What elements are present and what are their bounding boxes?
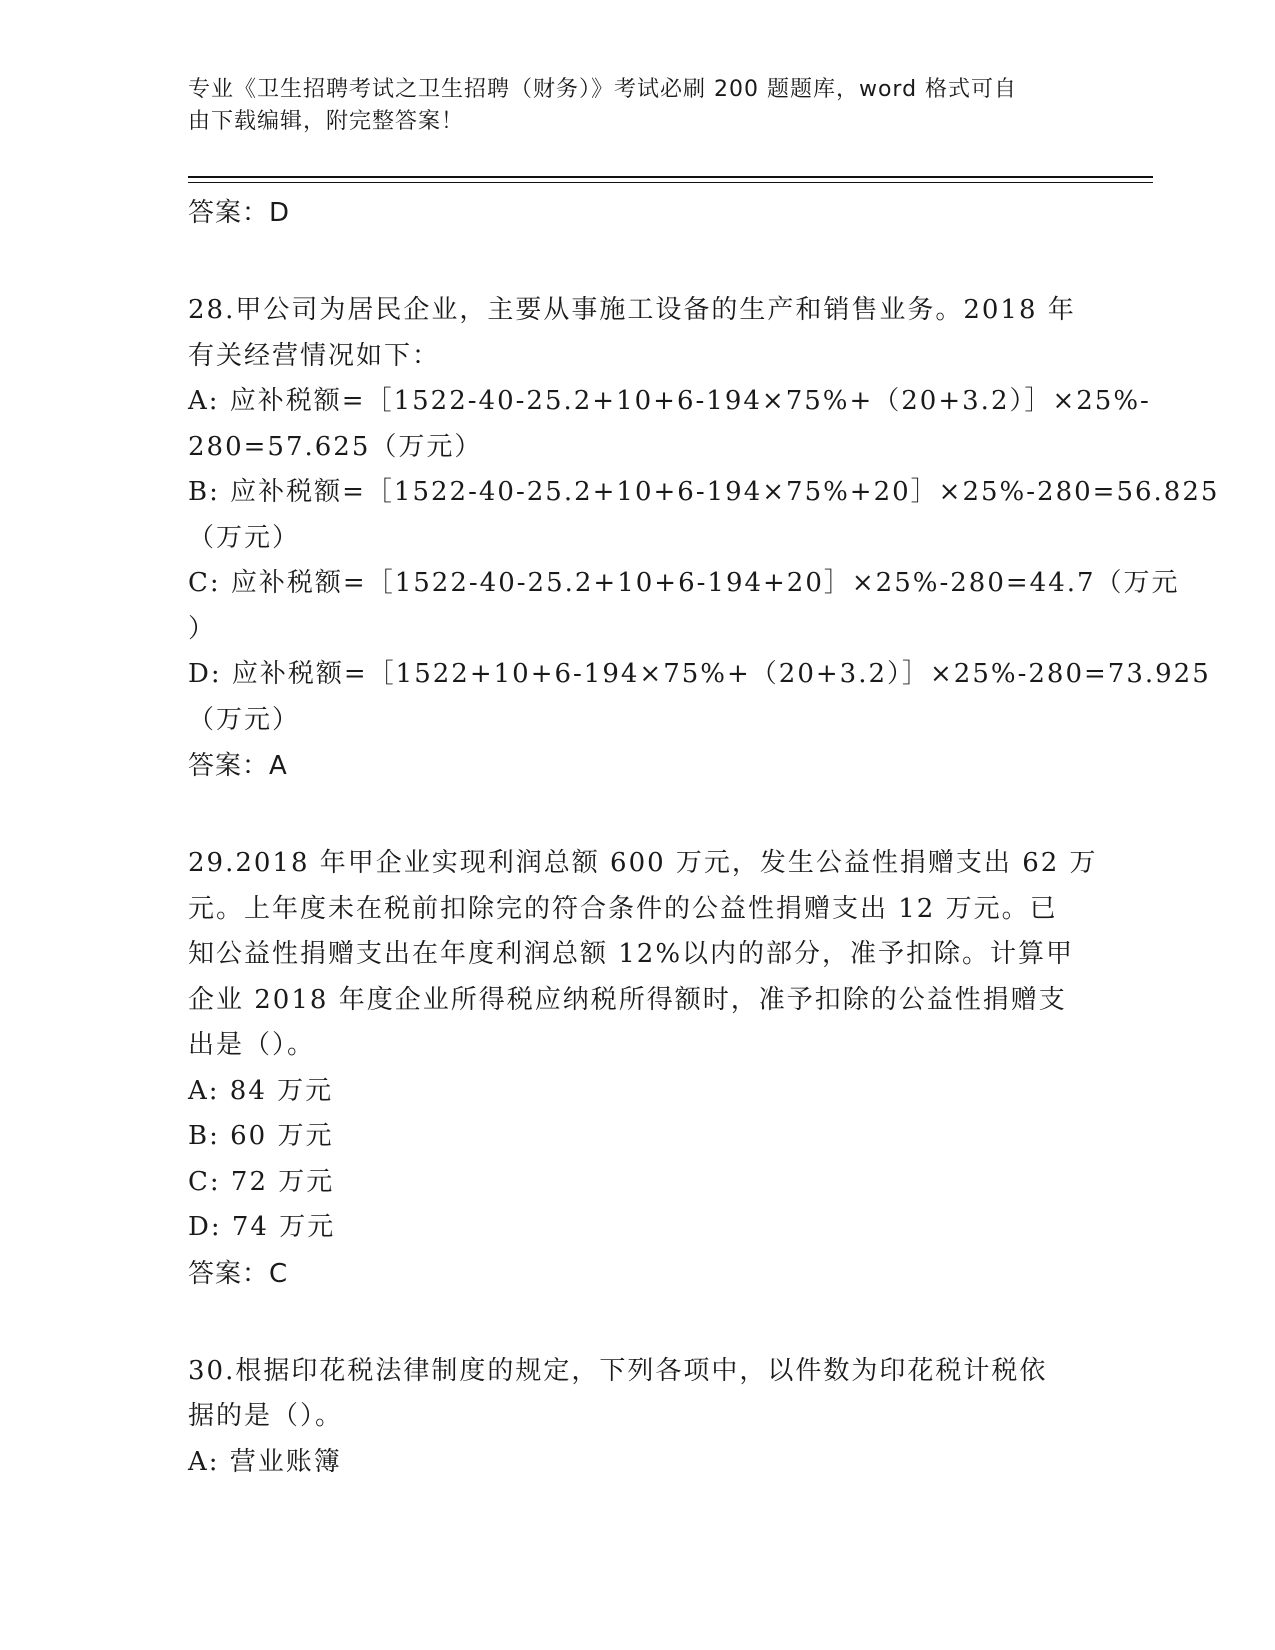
question-29 [188, 841, 1098, 1297]
answer-label: 答案：A [188, 751, 288, 781]
answer-label: 答案：C [188, 1258, 289, 1289]
question-text-line: 知公益性捐赠支出在年度利润总额 12%以内的部分，准予扣除。计算甲 [188, 939, 1075, 969]
option-line: C: 应补税额=［1522-40-25.2+10+6-194+20］×25%-280=44.7（万元 [188, 568, 1180, 598]
question-text-line: 30.根据印花税法律制度的规定，下列各项中，以件数为印花税计税依 [188, 1355, 1048, 1386]
question-text-line: 企业 2018 年度企业所得税应纳税所得额时，准予扣除的公益性捐赠支 [188, 984, 1067, 1015]
question-text-line: 28.甲公司为居民企业，主要从事施工设备的生产和销售业务。2018 年 [188, 295, 1076, 325]
document-header [188, 74, 1068, 138]
option-line: D: 应补税额=［1522+10+6-194×75%+（20+3.2）］×25%-280=73.925 [188, 659, 1211, 689]
question-text-line: 元。上年度未在税前扣除完的符合条件的公益性捐赠支出 12 万元。已 [188, 893, 1058, 924]
answer-label: 答案：D [188, 198, 291, 228]
option-line: 280=57.625（万元） [188, 431, 483, 462]
option-line: D: 74 万元 [188, 1212, 336, 1242]
question-text-line: 有关经营情况如下： [188, 340, 441, 371]
option-line: C: 72 万元 [188, 1166, 335, 1197]
option-line: ） [188, 613, 217, 644]
question-list [188, 190, 1220, 1485]
question-30 [188, 1349, 1088, 1486]
question-text-line: 29.2018 年甲企业实现利润总额 600 万元，发生公益性捐赠支出 62 万 [188, 848, 1098, 878]
option-line: （万元） [188, 704, 301, 735]
option-line: （万元） [188, 522, 301, 553]
header-line-1: 专业《卫生招聘考试之卫生招聘（财务）》考试必刷 200 题题库，word 格式可自 [188, 77, 1018, 102]
header-line-2: 由下载编辑，附完整答案！ [188, 109, 465, 134]
option-line: A: 84 万元 [188, 1075, 334, 1106]
option-line: A: 应补税额=［1522-40-25.2+10+6-194×75%+（20+3.2）］×25%- [188, 386, 1151, 416]
question-28 [188, 288, 1220, 789]
option-line: B: 60 万元 [188, 1121, 334, 1151]
question-text-line: 出是（）。 [188, 1030, 316, 1060]
header-divider-thin [188, 182, 1153, 183]
question-text-line: 据的是（）。 [188, 1401, 344, 1431]
header-divider-thick [188, 176, 1153, 178]
option-line: A: 营业账簿 [188, 1446, 342, 1477]
answer-block-27 [188, 190, 1088, 236]
option-line: B: 应补税额=［1522-40-25.2+10+6-194×75%+20］×25%-280=56.825 [188, 477, 1220, 507]
